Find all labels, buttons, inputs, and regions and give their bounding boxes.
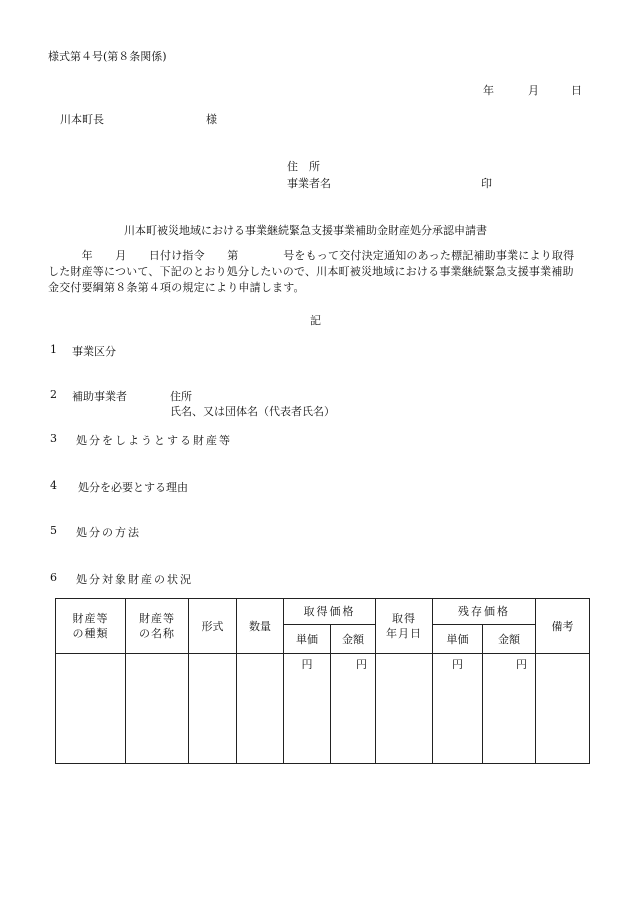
addressee-name: 川本町長 [60,113,104,126]
cell-acq-date [376,654,433,764]
header-acq-amount: 金額 [331,625,376,654]
ki-label: 記 [310,314,321,327]
applicant-address-label: 住 所 [287,160,320,173]
cell-remarks [536,654,590,764]
item-2-sub-name: 氏名、又は団体名（代表者氏名） [170,405,335,418]
item-label: 処分対象財産の状況 [76,573,193,586]
cell-property-type [56,654,126,764]
item-number: 2 [50,388,57,401]
header-quantity: 数量 [237,599,284,654]
header-format: 形式 [189,599,237,654]
header-remarks: 備考 [536,599,590,654]
cell-acq-amount-yen: 円 [331,654,376,764]
document-title: 川本町被災地域における事業継続緊急支援事業補助金財産処分承認申請書 [124,224,487,237]
cell-property-name [126,654,189,764]
item-label: 補助事業者 [72,390,127,403]
cell-acq-unit-yen: 円 [284,654,331,764]
item-label: 処分を必要とする理由 [78,481,188,494]
cell-format [189,654,237,764]
item-5 [50,524,141,539]
addressee-suffix: 様 [206,113,217,126]
cell-res-unit-yen: 円 [433,654,483,764]
header-res-unit: 単価 [433,625,483,654]
item-number: 4 [50,479,57,492]
date-line [483,82,582,98]
property-table [55,598,590,764]
form-number: 様式第４号(第８条関係) [48,50,167,63]
header-property-type: 財産等 の種類 [56,599,126,654]
item-3 [50,432,232,447]
header-res-amount: 金額 [483,625,536,654]
item-label: 事業区分 [72,345,116,358]
header-acq-unit: 単価 [284,625,331,654]
item-2 [50,388,192,403]
header-residual-price: 残存価格 [433,599,536,625]
item-1 [50,343,116,358]
item-label: 処分をしようとする財産等 [76,434,232,447]
header-acquisition-price: 取得価格 [284,599,376,625]
date-month: 月 [528,84,539,97]
item-sub-address: 住所 [170,390,192,403]
date-year: 年 [483,84,494,97]
item-number: 6 [50,571,57,584]
applicant-name-label: 事業者名 [287,177,331,190]
header-property-name: 財産等 の名称 [126,599,189,654]
date-day: 日 [571,84,582,97]
item-label: 処分の方法 [76,526,141,539]
item-4 [50,479,188,494]
header-acquisition-date: 取得 年月日 [376,599,433,654]
body-paragraph: 年 月 日付け指令 第 号をもって交付決定通知のあった標記補助事業により取得した財産等について、下記のとおり処分したいので、川本町被災地域における事業継続緊急支援事業補助金交付要綱第８条第４項の規定により申請します。 [48,249,575,294]
item-number: 5 [50,524,57,537]
cell-quantity [237,654,284,764]
item-number: 3 [50,432,57,445]
applicant-seal: 印 [481,177,492,190]
item-6 [50,571,193,586]
cell-res-amount-yen: 円 [483,654,536,764]
item-number: 1 [50,343,57,356]
